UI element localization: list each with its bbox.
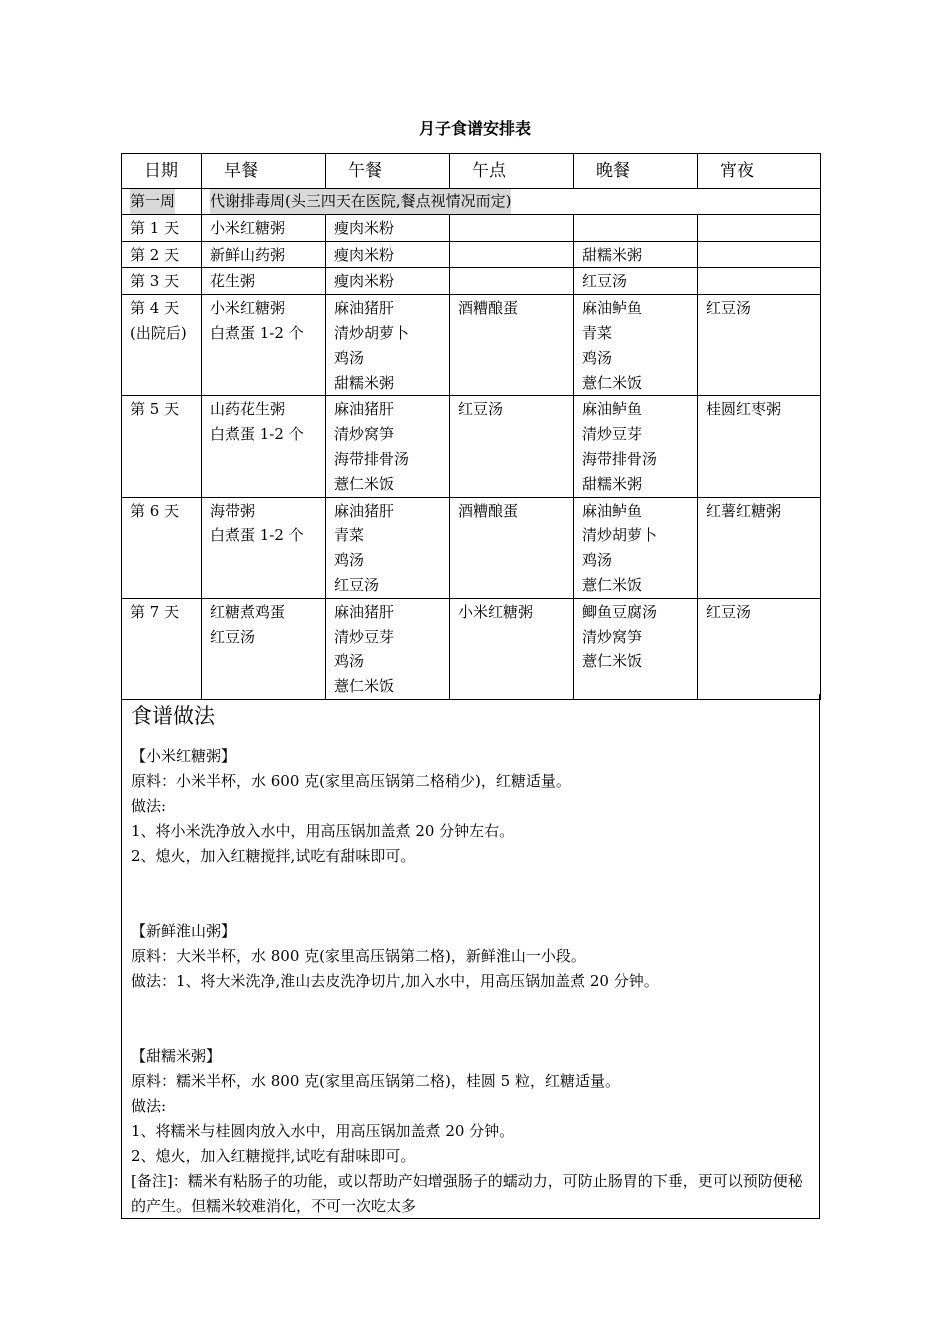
lunch-cell (326, 214, 450, 241)
recipe-title: 【新鲜淮山粥】 (131, 922, 237, 940)
recipe-method-label: 做法: (131, 797, 167, 815)
dish-item: 花生粥 (210, 272, 256, 291)
header-date: 日期 (122, 154, 202, 189)
dish-item: 瘦肉米粉 (334, 245, 395, 264)
table-row (122, 214, 821, 241)
dish-item: 红豆汤 (582, 272, 628, 291)
breakfast-cell (202, 268, 326, 295)
breakfast-cell (202, 598, 326, 699)
week-note-cell (202, 189, 821, 215)
table-header-row (122, 154, 821, 189)
recipe-note: [备注]：糯米有粘肠子的功能，或以帮助产妇增强肠子的蠕动力，可防止肠胃的下垂，更可以预防便秘的产生。但糯米较难消化，不可一次吃太多 (131, 1172, 803, 1215)
recipe-method-label: 做法: (131, 1097, 167, 1115)
dish-item: 鸡汤 (334, 652, 365, 671)
dish-item: 酒糟酿蛋 (458, 299, 519, 318)
meal-plan-table (121, 153, 821, 700)
dish-item: 桂圆红枣粥 (706, 400, 782, 419)
table-row (122, 396, 821, 497)
dish-item: 小米红糖粥 (210, 218, 286, 237)
recipe-sweet-glutinous-rice-porridge (131, 1044, 813, 1219)
day-label: 第 1 天 (130, 218, 180, 237)
afternoon-snack-cell (450, 268, 574, 295)
page-title: 月子食谱安排表 (418, 119, 531, 138)
table-row (122, 497, 821, 598)
day-label: (出院后) (130, 323, 187, 342)
recipe-step: 2、熄火，加入红糖搅拌,试吃有甜味即可。 (131, 1147, 416, 1165)
day-label: 第 2 天 (130, 245, 180, 264)
dish-item: 甜糯米粥 (334, 373, 395, 392)
afternoon-snack-cell (450, 241, 574, 268)
week-label-cell (122, 189, 202, 215)
dish-item: 瘦肉米粉 (334, 272, 395, 291)
night-snack-cell (698, 598, 821, 699)
day-cell (122, 598, 202, 699)
dish-item: 白煮蛋 1-2 个 (210, 323, 304, 342)
breakfast-cell (202, 396, 326, 497)
recipe-step: 1、将小米洗净放入水中，用高压锅加盖煮 20 分钟左右。 (131, 822, 515, 840)
dish-item: 清炒胡萝卜 (582, 526, 658, 545)
lunch-cell (326, 295, 450, 396)
lunch-cell (326, 396, 450, 497)
week-row (122, 189, 821, 215)
header-breakfast: 早餐 (202, 154, 326, 189)
day-cell (122, 396, 202, 497)
dish-item: 红豆汤 (706, 299, 752, 318)
dish-item: 青菜 (334, 526, 365, 545)
night-snack-cell (698, 214, 821, 241)
dish-item: 鸡汤 (334, 551, 365, 570)
dish-item: 清炒窝笋 (582, 627, 643, 646)
dish-item: 鸡汤 (582, 348, 613, 367)
breakfast-cell (202, 295, 326, 396)
day-cell (122, 241, 202, 268)
recipe-fresh-yam-porridge (131, 919, 813, 994)
dish-item: 酒糟酿蛋 (458, 501, 519, 520)
day-cell (122, 268, 202, 295)
dish-item: 红糖煮鸡蛋 (210, 602, 286, 621)
afternoon-snack-cell (450, 214, 574, 241)
dish-item: 白煮蛋 1-2 个 (210, 526, 304, 545)
dish-item: 鲫鱼豆腐汤 (582, 602, 658, 621)
header-night-snack: 宵夜 (698, 154, 821, 189)
dinner-cell (574, 295, 698, 396)
lunch-cell (326, 497, 450, 598)
dish-item: 麻油鲈鱼 (582, 400, 643, 419)
dish-item: 麻油鲈鱼 (582, 299, 643, 318)
breakfast-cell (202, 497, 326, 598)
lunch-cell (326, 598, 450, 699)
breakfast-cell (202, 241, 326, 268)
week-label: 第一周 (130, 189, 175, 214)
night-snack-cell (698, 241, 821, 268)
dish-item: 麻油猪肝 (334, 299, 395, 318)
dinner-cell (574, 396, 698, 497)
night-snack-cell (698, 396, 821, 497)
dish-item: 麻油猪肝 (334, 602, 395, 621)
dish-item: 小米红糖粥 (458, 602, 534, 621)
afternoon-snack-cell (450, 497, 574, 598)
afternoon-snack-cell (450, 295, 574, 396)
dish-item: 薏仁米饭 (334, 677, 395, 696)
afternoon-snack-cell (450, 598, 574, 699)
dish-item: 清炒豆芽 (582, 425, 643, 444)
dish-item: 青菜 (582, 323, 613, 342)
dish-item: 甜糯米粥 (582, 245, 643, 264)
dish-item: 新鲜山药粥 (210, 245, 286, 264)
table-row (122, 241, 821, 268)
day-label: 第 4 天 (130, 299, 180, 318)
dish-item: 清炒胡萝卜 (334, 323, 410, 342)
dish-item: 白煮蛋 1-2 个 (210, 425, 304, 444)
dish-item: 甜糯米粥 (582, 474, 643, 493)
dinner-cell (574, 214, 698, 241)
dish-item: 麻油猪肝 (334, 501, 395, 520)
dish-item: 清炒窝笋 (334, 425, 395, 444)
day-label: 第 5 天 (130, 400, 180, 419)
dish-item: 红豆汤 (706, 602, 752, 621)
dish-item: 山药花生粥 (210, 400, 286, 419)
night-snack-cell (698, 268, 821, 295)
dish-item: 鸡汤 (334, 348, 365, 367)
dish-item: 薏仁米饭 (582, 575, 643, 594)
table-row (122, 268, 821, 295)
day-label: 第 7 天 (130, 602, 180, 621)
breakfast-cell (202, 214, 326, 241)
dish-item: 薏仁米饭 (582, 652, 643, 671)
dish-item: 红薯红糖粥 (706, 501, 782, 520)
dish-item: 薏仁米饭 (334, 474, 395, 493)
recipe-step: 1、将糯米与桂圆肉放入水中，用高压锅加盖煮 20 分钟。 (131, 1122, 515, 1140)
recipe-millet-brown-sugar-porridge (131, 744, 813, 869)
dish-item: 海带排骨汤 (334, 449, 410, 468)
recipe-ingredients: 原料：糯米半杯，水 800 克(家里高压锅第二格)，桂圆 5 粒，红糖适量。 (131, 1072, 620, 1090)
dish-item: 海带排骨汤 (582, 449, 658, 468)
dish-item: 小米红糖粥 (210, 299, 286, 318)
dish-item: 红豆汤 (334, 575, 380, 594)
dinner-cell (574, 241, 698, 268)
recipe-title: 【小米红糖粥】 (131, 747, 237, 765)
dish-item: 薏仁米饭 (582, 373, 643, 392)
table-row (122, 295, 821, 396)
afternoon-snack-cell (450, 396, 574, 497)
header-afternoon-snack: 午点 (450, 154, 574, 189)
recipe-step: 2、熄火，加入红糖搅拌,试吃有甜味即可。 (131, 847, 416, 865)
dish-item: 海带粥 (210, 501, 256, 520)
day-cell (122, 214, 202, 241)
dish-item: 鸡汤 (582, 551, 613, 570)
recipe-ingredients: 原料：大米半杯，水 800 克(家里高压锅第二格)，新鲜淮山一小段。 (131, 947, 586, 965)
week-note: 代谢排毒周(头三四天在医院,餐点视情况而定) (210, 189, 511, 214)
dish-item: 瘦肉米粉 (334, 218, 395, 237)
dish-item: 麻油鲈鱼 (582, 501, 643, 520)
recipes-section (121, 694, 820, 1219)
dinner-cell (574, 268, 698, 295)
recipes-heading: 食谱做法 (131, 704, 215, 728)
dish-item: 麻油猪肝 (334, 400, 395, 419)
day-label: 第 3 天 (130, 272, 180, 291)
recipe-ingredients: 原料：小米半杯，水 600 克(家里高压锅第二格稍少)，红糖适量。 (131, 772, 571, 790)
night-snack-cell (698, 497, 821, 598)
dish-item: 清炒豆芽 (334, 627, 395, 646)
recipe-title: 【甜糯米粥】 (131, 1047, 222, 1065)
day-cell (122, 497, 202, 598)
header-dinner: 晚餐 (574, 154, 698, 189)
recipe-method: 做法：1、将大米洗净,淮山去皮洗净切片,加入水中，用高压锅加盖煮 20 分钟。 (131, 972, 659, 990)
header-lunch: 午餐 (326, 154, 450, 189)
dish-item: 红豆汤 (210, 627, 256, 646)
dish-item: 红豆汤 (458, 400, 504, 419)
day-label: 第 6 天 (130, 501, 180, 520)
lunch-cell (326, 241, 450, 268)
lunch-cell (326, 268, 450, 295)
dinner-cell (574, 497, 698, 598)
day-cell (122, 295, 202, 396)
night-snack-cell (698, 295, 821, 396)
table-row (122, 598, 821, 699)
dinner-cell (574, 598, 698, 699)
